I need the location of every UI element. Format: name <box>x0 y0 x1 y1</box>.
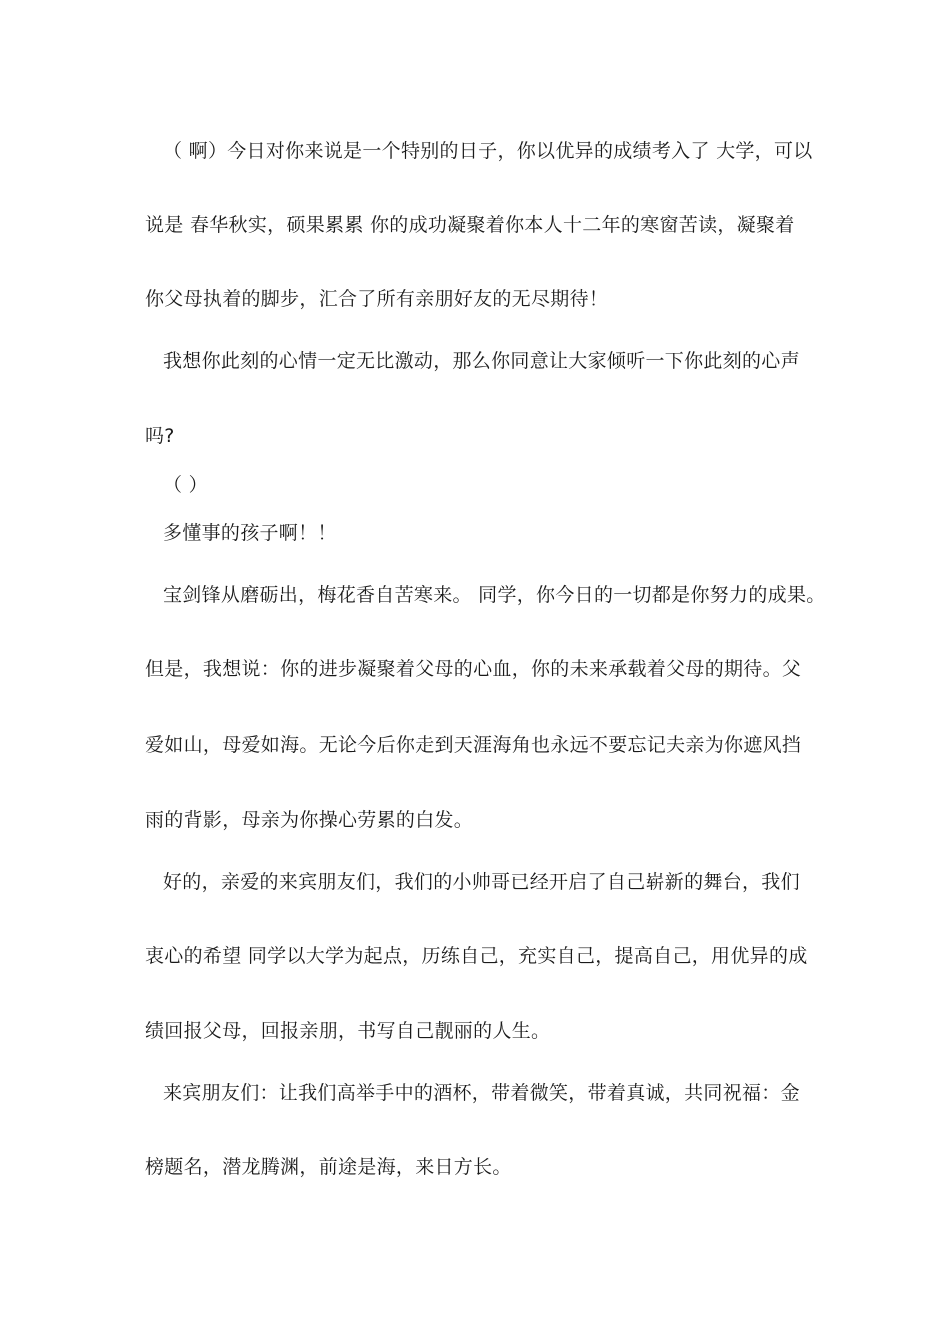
text-line-13: 衷心的希望 同学以大学为起点，历练自己，充实自己，提高自己，用优异的成 <box>145 945 808 967</box>
text-line-4: 我想你此刻的心情一定无比激动，那么你同意让大家倾听一下你此刻的心声 <box>163 350 800 372</box>
text-line-14: 绩回报父母，回报亲朋，书写自己靓丽的人生。 <box>145 1020 551 1042</box>
text-line-5: 吗? <box>145 425 175 447</box>
text-line-15: 来宾朋友们：让我们高举手中的酒杯，带着微笑，带着真诚，共同祝福：金 <box>163 1082 800 1104</box>
text-line-2: 说是 春华秋实，硕果累累 你的成功凝聚着你本人十二年的寒窗苦读，凝聚着 <box>145 214 795 236</box>
text-line-16: 榜题名，潜龙腾渊，前途是海，来日方长。 <box>145 1156 512 1178</box>
text-line-6: （ ） <box>163 474 208 496</box>
text-line-11: 雨的背影，母亲为你操心劳累的白发。 <box>145 809 474 831</box>
text-line-3: 你父母执着的脚步，汇合了所有亲朋好友的无尽期待！ <box>145 288 609 310</box>
text-line-9: 但是，我想说：你的进步凝聚着父母的心血，你的未来承载着父母的期待。父 <box>145 658 802 680</box>
text-line-10: 爱如山，母爱如海。无论今后你走到天涯海角也永远不要忘记夫亲为你遮风挡 <box>145 734 802 756</box>
text-line-1: （ 啊）今日对你来说是一个特别的日子，你以优异的成绩考入了 大学，可以 <box>163 140 813 162</box>
text-line-7: 多懂事的孩子啊！！ <box>163 522 337 544</box>
text-line-8: 宝剑锋从磨砺出，梅花香自苦寒来。 同学，你今日的一切都是你努力的成果。 <box>163 584 826 606</box>
text-line-12: 好的，亲爱的来宾朋友们，我们的小帅哥已经开启了自己崭新的舞台，我们 <box>163 871 800 893</box>
